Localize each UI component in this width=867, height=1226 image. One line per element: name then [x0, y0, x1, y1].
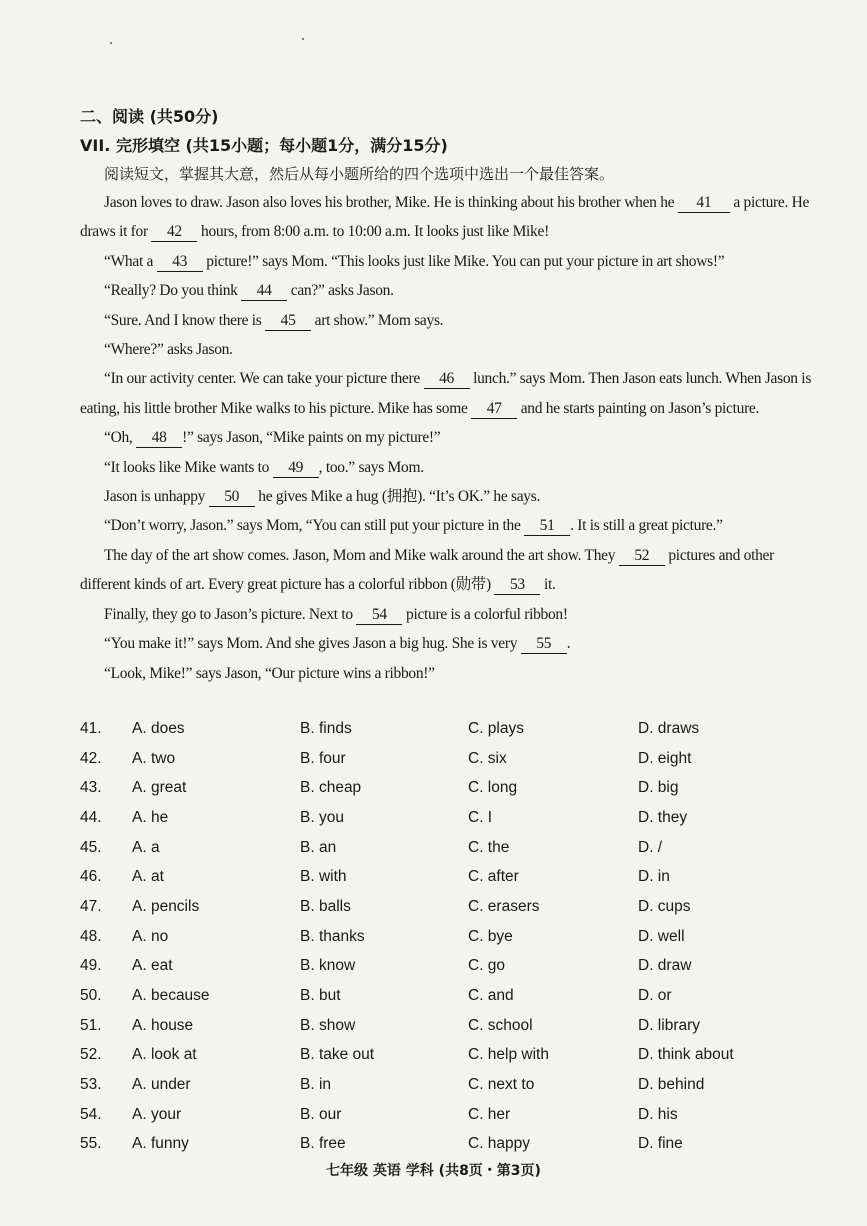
question-number: 52. [80, 1046, 102, 1064]
option-row [80, 744, 820, 774]
option-b: B. with [300, 868, 347, 886]
question-number: 48. [80, 927, 102, 945]
option-d: D. behind [638, 1076, 705, 1094]
option-row [80, 952, 820, 982]
option-b: B. in [300, 1076, 332, 1094]
paragraph-4: “Sure. And I know there is 45 art show.” Mom says. [104, 311, 444, 329]
option-d: D. cups [638, 897, 691, 915]
option-row [80, 981, 820, 1011]
option-c: C. school [468, 1016, 533, 1034]
question-number: 43. [80, 779, 102, 797]
blank-44: 44 [241, 282, 287, 301]
option-row [80, 773, 820, 803]
option-c: C. I [468, 808, 493, 826]
cloze-passage [80, 188, 818, 688]
question-number: 49. [80, 957, 102, 975]
option-b: B. know [300, 957, 356, 975]
option-d: D. they [638, 808, 688, 826]
option-row [80, 1041, 820, 1071]
paragraph-3: “Really? Do you think 44 can?” asks Jason. [104, 282, 394, 300]
instruction: 阅读短文，掌握其大意，然后从每小题所给的四个选项中选出一个最佳答案。 [104, 165, 615, 183]
option-a: A. he [132, 808, 169, 826]
option-c: C. long [468, 779, 518, 797]
question-number: 50. [80, 987, 102, 1005]
option-c: C. plays [468, 719, 524, 737]
paragraph-14: “Look, Mike!” says Jason, “Our picture wins a ribbon!” [104, 664, 435, 682]
question-number: 54. [80, 1105, 102, 1123]
paragraph-6: “In our activity center. We can take your picture there 46 lunch.” says Mom. Then Jason eats lunch. When Jason is eating, his little brother Mike walks to his picture. Mike has some 47 and he starts painting on Jason’s picture. [80, 370, 812, 417]
option-row [80, 1100, 820, 1130]
question-number: 42. [80, 749, 102, 767]
option-row [80, 1070, 820, 1100]
part-title: VII. 完形填空 (共15小题；每小题1分，满分15分) [80, 136, 448, 155]
option-a: A. because [132, 987, 210, 1005]
blank-42: 42 [151, 223, 197, 242]
option-b: B. balls [300, 897, 351, 915]
blank-54: 54 [356, 606, 402, 625]
option-row [80, 1011, 820, 1041]
option-d: D. draws [638, 719, 700, 737]
option-b: B. but [300, 987, 341, 1005]
paragraph-8: “It looks like Mike wants to 49 , too.” says Mom. [104, 458, 424, 476]
option-a: A. does [132, 719, 185, 737]
option-d: D. in [638, 868, 670, 886]
option-a: A. at [132, 868, 164, 886]
option-row [80, 803, 820, 833]
option-a: A. house [132, 1016, 194, 1034]
option-c: C. her [468, 1105, 511, 1123]
option-d: D. his [638, 1105, 678, 1123]
option-d: D. big [638, 779, 679, 797]
option-d: D. well [638, 927, 685, 945]
blank-41: 41 [678, 194, 730, 213]
blank-45: 45 [265, 312, 311, 331]
question-number: 45. [80, 838, 102, 856]
blank-50: 50 [209, 488, 255, 507]
options-table [80, 714, 820, 1159]
question-number: 47. [80, 897, 102, 915]
paragraph-10: “Don’t worry, Jason.” says Mom, “You can still put your picture in the 51 . It is still a great picture.” [104, 517, 723, 535]
option-c: C. happy [468, 1135, 531, 1153]
option-b: B. take out [300, 1046, 375, 1064]
option-b: B. free [300, 1135, 346, 1153]
option-row [80, 833, 820, 863]
blank-47: 47 [471, 400, 517, 419]
option-c: C. go [468, 957, 506, 975]
option-b: B. finds [300, 719, 352, 737]
blank-53: 53 [494, 576, 540, 595]
option-b: B. show [300, 1016, 356, 1034]
paragraph-12: Finally, they go to Jason’s picture. Next to 54 picture is a colorful ribbon! [104, 605, 568, 623]
option-c: C. help with [468, 1046, 549, 1064]
option-a: A. no [132, 927, 169, 945]
scan-speck [110, 42, 112, 44]
option-a: A. great [132, 779, 187, 797]
blank-52: 52 [619, 547, 665, 566]
option-b: B. four [300, 749, 346, 767]
blank-49: 49 [273, 459, 319, 478]
paragraph-7: “Oh, 48 !” says Jason, “Mike paints on my picture!” [104, 429, 441, 447]
option-a: A. eat [132, 957, 173, 975]
option-d: D. / [638, 838, 663, 856]
option-a: A. a [132, 838, 160, 856]
paragraph-11: The day of the art show comes. Jason, Mom and Mike walk around the art show. They 52 pictures and other different kinds of art. Every great picture has a colorful ribbon (勋带) 53 it. [80, 546, 774, 594]
option-d: D. think about [638, 1046, 734, 1064]
option-b: B. you [300, 808, 344, 826]
blank-55: 55 [521, 635, 567, 654]
option-b: B. our [300, 1105, 342, 1123]
option-b: B. an [300, 838, 337, 856]
paragraph-1: Jason loves to draw. Jason also loves his brother, Mike. He is thinking about his brother when he 41 a picture. He draws it for 42 hours, from 8:00 a.m. to 10:00 a.m. It looks just like Mike! [80, 194, 810, 241]
page-footer: 七年级 英语 学科 (共8页・第3页) [326, 1163, 541, 1179]
option-row [80, 862, 820, 892]
option-c: C. after [468, 868, 519, 886]
paragraph-13: “You make it!” says Mom. And she gives Jason a big hug. She is very 55 . [104, 635, 571, 653]
option-c: C. erasers [468, 897, 540, 915]
option-d: D. library [638, 1016, 701, 1034]
scan-speck [302, 38, 304, 40]
option-c: C. six [468, 749, 507, 767]
question-number: 41. [80, 719, 102, 737]
question-number: 51. [80, 1016, 102, 1034]
question-number: 46. [80, 868, 102, 886]
option-c: C. the [468, 838, 510, 856]
option-a: A. funny [132, 1135, 189, 1153]
option-c: C. bye [468, 927, 513, 945]
option-d: D. draw [638, 957, 692, 975]
blank-51: 51 [524, 517, 570, 536]
option-b: B. cheap [300, 779, 362, 797]
option-a: A. your [132, 1105, 182, 1123]
paragraph-5: “Where?” asks Jason. [104, 341, 233, 359]
blank-48: 48 [136, 429, 182, 448]
option-a: A. look at [132, 1046, 197, 1064]
option-a: A. under [132, 1076, 191, 1094]
option-a: A. pencils [132, 897, 200, 915]
option-d: D. or [638, 987, 672, 1005]
question-number: 53. [80, 1076, 102, 1094]
question-number: 55. [80, 1135, 102, 1153]
question-number: 44. [80, 808, 102, 826]
option-b: B. thanks [300, 927, 365, 945]
section-title: 二、阅读 (共50分) [80, 107, 219, 126]
option-a: A. two [132, 749, 176, 767]
blank-46: 46 [424, 370, 470, 389]
option-row [80, 1130, 820, 1160]
option-row [80, 714, 820, 744]
option-c: C. and [468, 987, 514, 1005]
option-row [80, 892, 820, 922]
blank-43: 43 [157, 253, 203, 272]
option-row [80, 922, 820, 952]
paragraph-2: “What a 43 picture!” says Mom. “This looks just like Mike. You can put your picture in art shows!” [104, 252, 725, 270]
option-d: D. fine [638, 1135, 683, 1153]
option-c: C. next to [468, 1076, 535, 1094]
paragraph-9: Jason is unhappy 50 he gives Mike a hug (拥抱). “It’s OK.” he says. [104, 488, 541, 506]
option-d: D. eight [638, 749, 692, 767]
